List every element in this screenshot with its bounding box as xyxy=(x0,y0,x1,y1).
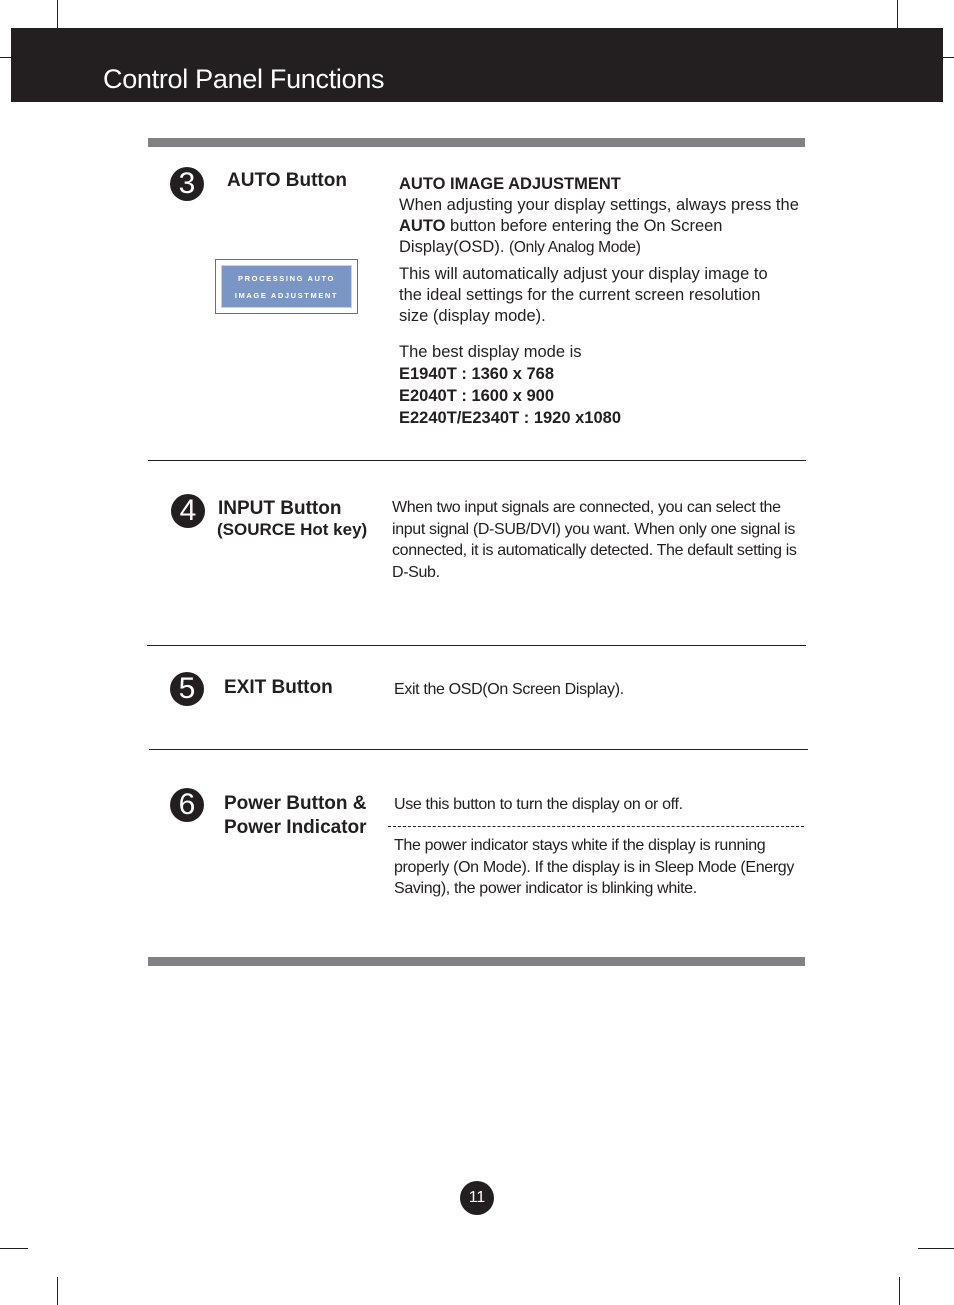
section-divider xyxy=(149,749,808,750)
page-header xyxy=(11,28,943,102)
section-number-badge: 5 xyxy=(170,672,204,706)
power-indicator-description: The power indicator stays white if the display is running properly (On Mode). If the display is in Sleep Mode (Energy Saving), the power indicator is blinking white. xyxy=(394,837,794,897)
crop-mark xyxy=(918,1248,954,1249)
display-mode-e2040t: E2040T : 1600 x 900 xyxy=(399,387,555,405)
crop-mark xyxy=(0,57,11,58)
section-number-badge: 4 xyxy=(171,494,205,528)
section-top-bar xyxy=(148,138,805,147)
input-description: When two input signals are connected, you can select the input signal (D-SUB/DVI) you want. When only one signal is connected, it is automatically detected. The default setting is D-Sub. xyxy=(392,499,797,581)
exit-description: Exit the OSD(On Screen Display). xyxy=(394,681,624,698)
desc-text: When adjusting your display settings, always press the xyxy=(399,196,799,214)
crop-mark xyxy=(943,57,954,58)
osd-message-image xyxy=(215,259,358,314)
crop-mark xyxy=(899,1277,900,1305)
crop-mark xyxy=(0,1248,28,1249)
input-button-subtitle: (SOURCE Hot key) xyxy=(217,520,368,539)
crop-mark xyxy=(57,0,58,28)
power-button-title: Power Button & xyxy=(224,793,367,814)
exit-button-title: EXIT Button xyxy=(224,677,333,698)
crop-mark xyxy=(897,0,898,28)
analog-mode-note: (Only Analog Mode) xyxy=(509,239,641,256)
display-mode-e2240t: E2240T/E2340T : 1920 x1080 xyxy=(399,409,622,427)
best-display-mode-label: The best display mode is xyxy=(399,343,582,361)
power-indicator-title: Power Indicator xyxy=(224,817,367,838)
section-divider xyxy=(147,645,806,646)
desc-emphasis: AUTO xyxy=(399,217,446,235)
auto-description-2: This will automatically adjust your display image to the ideal settings for the current screen resolution size (display mode). xyxy=(399,265,768,325)
section-number-badge: 6 xyxy=(170,788,204,822)
section-divider xyxy=(148,460,806,461)
power-button-description: Use this button to turn the display on or off. xyxy=(394,796,683,813)
dashed-divider xyxy=(388,826,804,827)
section-bottom-bar xyxy=(148,957,805,966)
display-mode-e1940t: E1940T : 1360 x 768 xyxy=(399,365,555,383)
crop-mark xyxy=(57,1277,58,1305)
desc-text: button before entering the On Screen Display(OSD). xyxy=(399,217,723,256)
input-button-title: INPUT Button xyxy=(218,498,342,519)
auto-button-title: AUTO Button xyxy=(227,170,347,191)
osd-message-line: PROCESSING AUTO xyxy=(238,274,335,283)
page-title: Control Panel Functions xyxy=(103,64,385,94)
auto-description-1 xyxy=(399,195,799,258)
page-number: 11 xyxy=(460,1181,494,1215)
section-number-badge: 3 xyxy=(170,167,204,201)
osd-message-box xyxy=(221,265,352,308)
osd-message-line: IMAGE ADJUSTMENT xyxy=(234,291,339,300)
auto-image-adjustment-heading: AUTO IMAGE ADJUSTMENT xyxy=(399,175,621,193)
